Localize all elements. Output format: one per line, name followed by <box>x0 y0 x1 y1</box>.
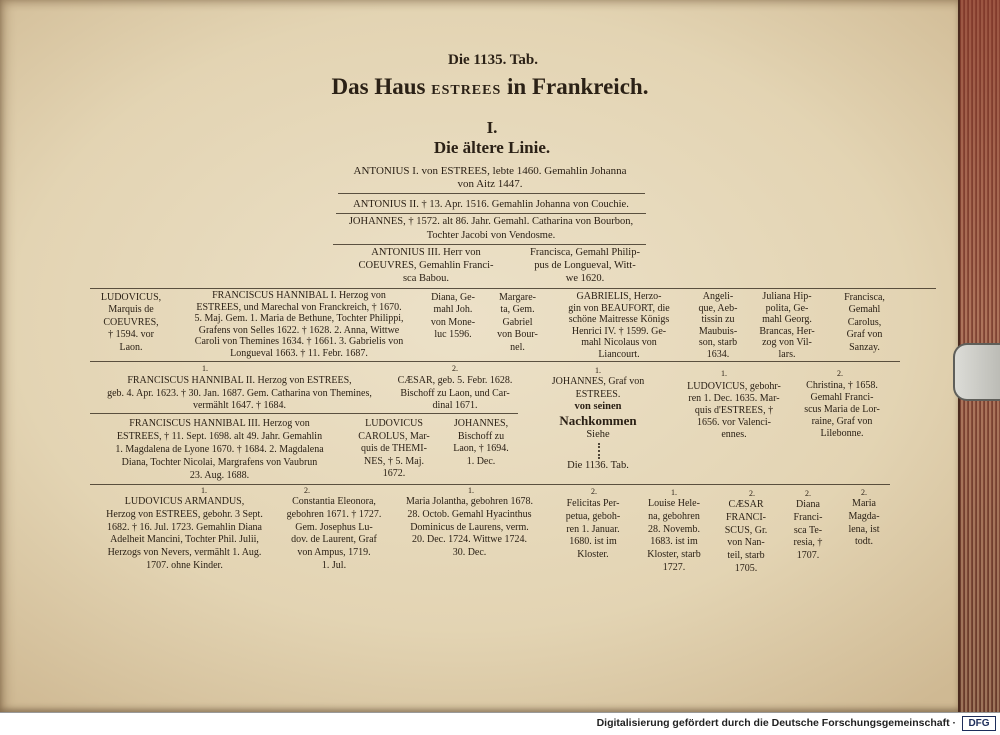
text-line: polita, Ge- <box>765 302 809 314</box>
title-house-name: ESTREES <box>431 83 502 98</box>
entry-ludovicus-coeuvres <box>92 292 170 354</box>
text-line: Margare- <box>498 292 537 303</box>
text-line: Maria Jolantha, gebohren 1678. <box>406 496 533 507</box>
text-line: raine, Graf von <box>811 416 873 427</box>
text-line: schöne Maitresse Königs <box>568 314 670 326</box>
section-number: I. <box>486 118 498 137</box>
entry-caesar-franciscus <box>716 499 776 576</box>
text-line: Herzog von ESTREES, gebohr. 3 Sept. <box>106 508 263 520</box>
text-line: SCUS, Gr. <box>724 524 768 536</box>
entry-diana-moneluc <box>424 292 482 342</box>
text-line: Grafens von Selles 1622. † 1628. 2. Anna, Wittwe <box>198 324 400 336</box>
text-line: zog von Vil- <box>762 337 812 349</box>
text-line: Adelheit Mancini, Tochter Phil. Julii, <box>110 534 259 546</box>
text-line: Felicitas Per- <box>566 498 620 509</box>
text-line: LUDOVICUS <box>365 418 423 429</box>
cross-ref-nachkommen: Nachkommen <box>559 413 637 428</box>
dfg-logo: DFG <box>962 716 996 731</box>
entry-caesar-cardinal <box>394 375 516 413</box>
entry-franciscus-hannibal-i <box>180 290 418 360</box>
text-line: resia, † <box>793 537 823 549</box>
text-line: FRANCISCUS HANNIBAL II. Herzog von ESTREES, <box>127 375 352 386</box>
order-mark: 2. <box>805 489 811 498</box>
entry-gabrielis-beaufort <box>558 291 680 361</box>
title-lead: Das Haus <box>331 74 426 99</box>
entry-juliana-hippolita <box>752 291 822 361</box>
text-line: † 1594. vor <box>108 329 154 341</box>
text-line: we 1620. <box>565 273 605 284</box>
text-line: CAROLUS, Mar- <box>358 430 430 442</box>
text-line: vermählt 1647. † 1684. <box>192 400 287 411</box>
rule-line <box>90 484 890 485</box>
text-line: sca Babou. <box>402 273 450 284</box>
rule-line <box>90 288 936 289</box>
text-line: 1705. <box>734 562 758 574</box>
order-mark: 2. <box>591 487 597 496</box>
order-mark: 2. <box>837 369 843 378</box>
text-line: Longueval 1663. † 11. Febr. 1687. <box>230 347 368 359</box>
text-line: lars. <box>778 348 796 360</box>
text-line: Francisca, <box>844 292 885 303</box>
text-line: Diana, Ge- <box>431 292 475 303</box>
text-line: FRANCI- <box>725 511 766 523</box>
entry-maria-jolantha <box>392 496 547 560</box>
entry-francisca-sanzay <box>832 292 897 354</box>
rule-line <box>333 244 646 245</box>
text-line: ANTONIUS III. Herr von <box>371 247 481 258</box>
entry-johannes-1572 <box>336 215 646 242</box>
entry-angelique <box>688 291 748 361</box>
entry-constantia-eleonora <box>283 496 385 573</box>
text-line: CÆSAR, geb. 5. Febr. 1628. <box>397 375 513 386</box>
order-mark: 1. <box>721 369 727 378</box>
order-mark: 2. <box>861 488 867 497</box>
text-line: dinal 1671. <box>432 400 478 411</box>
text-line: luc 1596. <box>434 329 472 341</box>
text-line: FRANCISCUS HANNIBAL III. Herzog von <box>129 418 310 429</box>
rule-line <box>90 361 900 362</box>
text-line: Henrici IV. † 1599. Ge- <box>571 325 667 337</box>
text-line: Maria <box>852 498 876 509</box>
text-line: 1672. <box>382 468 406 479</box>
text-line: ANTONIUS I. von ESTREES, lebte 1460. Gemahlin Johanna <box>353 165 627 177</box>
text-line: von Aitz 1447. <box>457 178 523 190</box>
entry-ludovicus-carolus <box>353 418 435 481</box>
entry-franciscus-hannibal-iii <box>92 417 347 482</box>
title-tail: in Frankreich. <box>507 74 649 99</box>
text-line: 1727. <box>662 561 686 573</box>
text-line: 28. Novemb. <box>648 523 700 535</box>
text-line: von Nan- <box>727 537 765 549</box>
text-line: 1634. <box>706 348 730 360</box>
text-line: lena, ist <box>848 523 880 535</box>
text-line: Maubuis- <box>698 325 738 337</box>
order-mark: 1. <box>201 486 207 495</box>
text-line: Sanzay. <box>849 341 880 353</box>
page-clip <box>953 343 1000 401</box>
text-line: 1707. ohne Kinder. <box>146 559 223 571</box>
entry-diana-francisca <box>782 499 834 563</box>
text-line: 23. Aug. 1688. <box>189 470 250 481</box>
text-line: quis d'ESTREES, † <box>694 405 774 416</box>
order-mark: 2. <box>452 364 458 373</box>
entry-johannes-bischoff <box>446 418 516 468</box>
text-line: gebohren 1671. † 1727. <box>286 508 382 520</box>
text-line: Francisca, Gemahl Philip- <box>530 247 640 258</box>
text-line: JOHANNES, † 1572. alt 86. Jahr. Gemahl. Catharina von Bourbon, <box>348 216 634 227</box>
table-number: Die 1135. Tab. <box>447 52 539 68</box>
text-line: quis de THEMI- <box>361 443 427 454</box>
text-line: petua, geboh- <box>565 510 621 522</box>
entry-johannes-graf <box>538 376 658 401</box>
text-line: ta, Gem. <box>500 304 535 316</box>
footer-credit-text: Digitalisierung gefördert durch die Deutsche Forschungsgemeinschaft <box>596 717 950 729</box>
order-mark: 1. <box>595 366 601 375</box>
entry-franciscus-hannibal-ii <box>92 375 387 413</box>
entry-antonius-i <box>335 165 645 191</box>
entry-antonius-iii <box>336 246 516 285</box>
text-line: Caroli von Themines 1634. † 1661. 3. Gabrielis von <box>194 336 404 348</box>
text-line: Franci- <box>793 511 823 523</box>
cross-ref-von-seinen: von seinen <box>574 401 622 412</box>
order-mark: 2. <box>304 486 310 495</box>
text-line: scus Maria de Lor- <box>804 404 880 415</box>
text-line: FRANCISCUS HANNIBAL I. Herzog von <box>212 290 386 301</box>
text-line: 1683. ist im <box>650 536 698 548</box>
text-line: JOHANNES, <box>453 418 509 429</box>
rule-line <box>338 193 645 194</box>
entry-maria-magdalena <box>840 498 888 549</box>
text-line: sca Te- <box>793 524 823 536</box>
text-line: 5. Maj. Gem. 1. Maria de Bethune, Tochter Philippi, <box>194 313 404 325</box>
text-line: 30. Dec. <box>452 547 487 559</box>
text-line: LUDOVICUS, gebohr- <box>687 381 781 392</box>
text-line: 28. Octob. Gemahl Hyacinthus <box>407 508 532 520</box>
text-line: CÆSAR <box>728 499 764 510</box>
text-line: Tochter Jacobi von Vendosme. <box>426 229 556 241</box>
cross-ref-siehe: Siehe <box>586 429 610 440</box>
entry-louise-helena <box>638 498 710 575</box>
text-line: Laon, † 1694. <box>453 443 509 454</box>
text-line: JOHANNES, Graf von <box>551 376 645 387</box>
text-line: Diana <box>796 499 820 510</box>
text-line: 1707. <box>796 550 820 562</box>
text-line: Liancourt. <box>598 348 640 360</box>
text-line: gin von BEAUFORT, die <box>568 302 670 314</box>
section-title: Die ältere Linie. <box>433 138 551 157</box>
text-line: Carolus, <box>847 316 882 328</box>
rule-line <box>336 213 646 214</box>
footer-bar <box>0 712 1000 735</box>
text-line: 1680. ist im <box>569 536 617 548</box>
text-line: son, starb <box>698 337 738 349</box>
text-line: Graf von <box>846 329 883 341</box>
text-line: Kloster, starb <box>647 549 701 561</box>
text-line: teil, starb <box>727 550 765 562</box>
text-line: 1. Jul. <box>321 559 347 571</box>
text-line: Brancas, Her- <box>759 325 815 337</box>
text-line: Bischoff zu Laon, und Car- <box>400 387 510 399</box>
text-line: 1682. † 16. Jul. 1723. Gemahlin Diana <box>107 521 262 533</box>
text-line: pus de Longueval, Witt- <box>534 260 636 271</box>
text-line: na, gebohren <box>648 510 700 522</box>
text-line: nel. <box>510 341 525 353</box>
text-line: LUDOVICUS, <box>100 292 162 303</box>
rule-line <box>90 413 518 414</box>
text-line: COEUVRES, Gemahlin Franci- <box>358 260 494 271</box>
text-line: Louise Hele- <box>648 498 700 509</box>
text-line: Lilebonne. <box>820 428 864 439</box>
page-title <box>290 74 690 100</box>
text-line: GABRIELIS, Herzo- <box>576 291 662 302</box>
text-line: Magda- <box>848 510 880 522</box>
order-mark: 2. <box>749 489 755 498</box>
text-line: que, Aeb- <box>698 302 738 314</box>
text-line: Angeli- <box>702 291 734 302</box>
text-line: Constantia Eleonora, <box>292 496 376 507</box>
text-line: Laon. <box>119 341 143 353</box>
dotted-connector <box>598 443 600 459</box>
text-line: dov. de Laurent, Graf <box>291 534 377 546</box>
cross-ref-target-table: Die 1136. Tab. <box>567 460 629 471</box>
text-line: Kloster. <box>577 549 609 561</box>
text-line: ANTONIUS II. † 13. Apr. 1516. Gemahlin Johanna von Couchie. <box>353 199 629 210</box>
entry-felicitas-perpetua <box>558 498 628 562</box>
text-line: 1. Magdalena de Lyone 1670. † 1684. 2. Magdalena <box>115 444 324 455</box>
text-line: Bischoff zu <box>457 430 505 442</box>
text-line: 20. Dec. 1724. Wittwe 1724. <box>412 534 527 546</box>
text-line: Dominicus de Laurens, verm. <box>410 521 529 533</box>
entry-antonius-ii <box>336 198 646 211</box>
order-mark: 1. <box>202 364 208 373</box>
text-line: Christina, † 1658. <box>806 380 878 391</box>
text-line: mahl Nicolaus von <box>581 337 657 349</box>
order-mark: 1. <box>671 488 677 497</box>
text-line: 1. Dec. <box>466 455 496 467</box>
text-line: Gem. Josephus Lu- <box>295 521 373 533</box>
footer-credit <box>597 717 956 729</box>
text-line: Gabriel <box>502 316 533 328</box>
text-line: Gemahl <box>848 304 881 316</box>
text-line: von Ampus, 1719. <box>297 547 371 559</box>
text-line: todt. <box>854 536 874 548</box>
text-line: ESTREES, † 11. Sept. 1698. alt 49. Jahr. Gemahlin <box>116 431 323 442</box>
text-line: tissin zu <box>701 314 735 326</box>
entry-christina <box>792 380 892 440</box>
entry-ludovicus-armandus <box>92 496 277 573</box>
text-line: NES, † 5. Maj. <box>364 455 424 467</box>
order-mark: 1. <box>468 486 474 495</box>
text-line: Juliana Hip- <box>762 291 812 302</box>
text-line: Marquis de <box>108 304 154 316</box>
text-line: von Mone- <box>430 316 476 328</box>
text-line: Gemahl Franci- <box>810 392 874 403</box>
text-line: mahl Joh. <box>433 304 473 316</box>
text-line: COEUVRES, <box>103 316 159 328</box>
entry-margareta-bournel <box>490 292 545 354</box>
text-line: ESTREES. <box>575 388 621 400</box>
text-line: Diana, Tochter Nicolai, Margrafens von Vaubrun <box>121 457 318 468</box>
text-line: von Bour- <box>497 329 538 341</box>
footer-separator: · <box>952 717 956 729</box>
entry-francisca-longueval <box>520 246 650 285</box>
text-line: ESTREES, und Marechal von Franckreich, † 1670. <box>196 301 402 313</box>
text-line: 1656. vor Valenci- <box>697 417 771 428</box>
text-line: ren 1. Januar. <box>566 523 620 535</box>
text-line: Herzogs von Nevers, vermählt 1. Aug. <box>107 547 262 559</box>
text-line: geb. 4. Apr. 1623. † 30. Jan. 1687. Gem. Catharina von Themines, <box>107 387 372 399</box>
text-line: mahl Georg. <box>762 314 812 326</box>
text-line: ennes. <box>721 429 747 440</box>
text-line: LUDOVICUS ARMANDUS, <box>124 496 245 507</box>
entry-ludovicus-1635 <box>682 381 786 441</box>
text-line: ren 1. Dec. 1635. Mar- <box>688 393 780 404</box>
